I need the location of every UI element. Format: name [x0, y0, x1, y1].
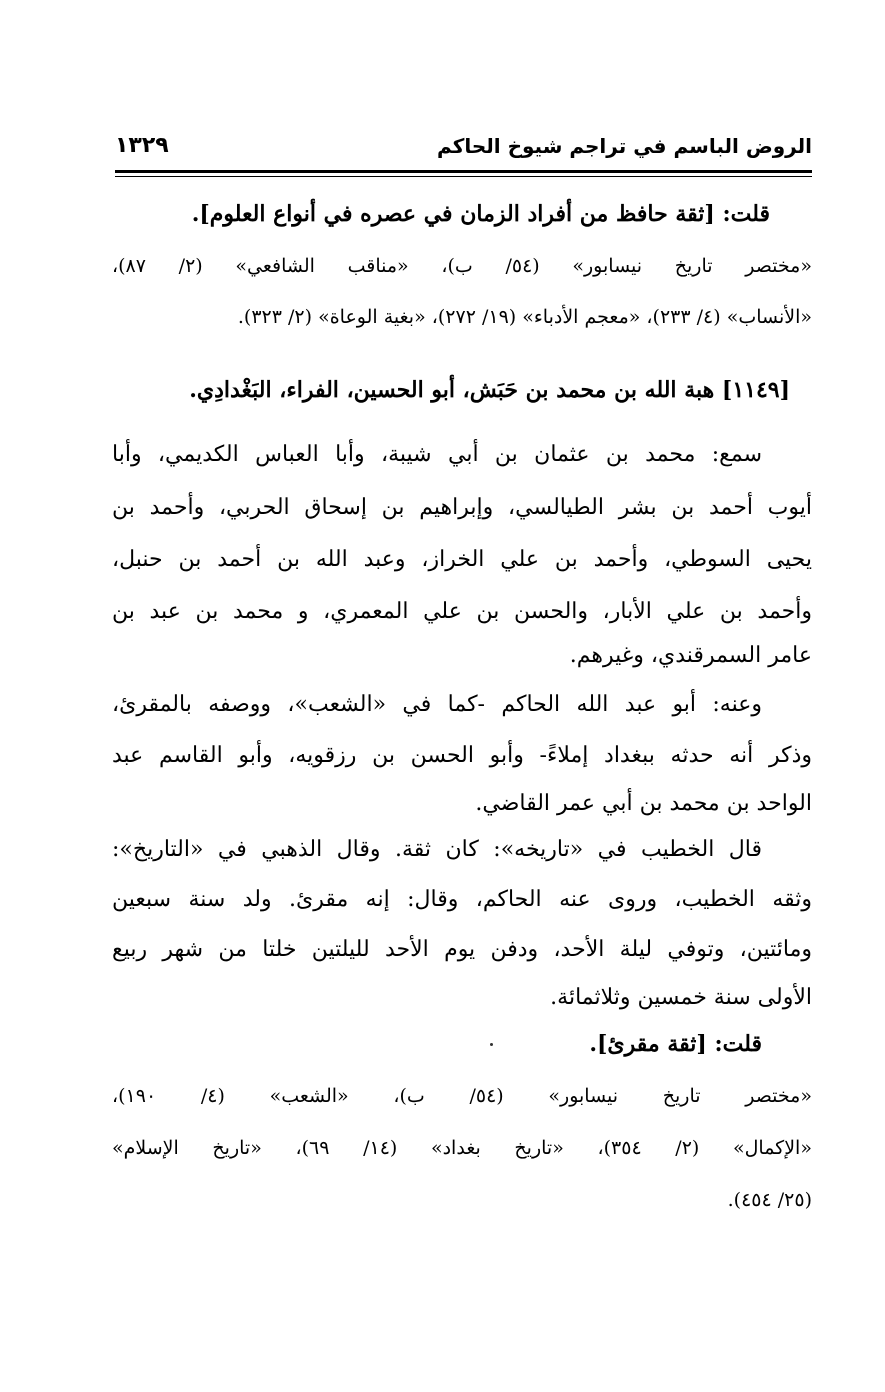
body-line: يحيى السوطي، وأحمد بن علي الخراز، وعبد الله بن أحمد بن حنبل،: [112, 547, 812, 572]
reference-line: «الإكمال» (٢/ ٣٥٤)، «تاريخ بغداد» (١٤/ ٦٩)، «تاريخ الإسلام»: [112, 1137, 812, 1159]
body-line: وذكر أنه حدثه ببغداد إملاءً- وأبو الحسن بن رزقويه، وأبو القاسم عبد: [112, 743, 812, 768]
reference-line: «مختصر تاريخ نيسابور» (٥٤/ ب)، «الشعب» (٤/ ١٩٠)،: [112, 1085, 812, 1107]
body-line: وأحمد بن علي الأبار، والحسن بن علي المعمري، و محمد بن عبد بن: [112, 599, 812, 624]
verdict-line: قلت: [ثقة مقرئ].: [589, 1031, 762, 1057]
speck: [490, 1043, 493, 1046]
body-line: الواحد بن محمد بن أبي عمر القاضي.: [475, 791, 812, 816]
body-line: وعنه: أبو عبد الله الحاكم -كما في «الشعب»، ووصفه بالمقرئ،: [112, 692, 762, 717]
reference-line: «الأنساب» (٤/ ٢٣٣)، «معجم الأدباء» (١٩/ ٢٧٢)، «بغية الوعاة» (٢/ ٣٢٣).: [237, 306, 812, 328]
body-line: قال الخطيب في «تاريخه»: كان ثقة. وقال الذهبي في «التاريخ»:: [112, 837, 762, 862]
reference-line: (٢٥/ ٤٥٤).: [727, 1189, 812, 1211]
book-title: الروض الباسم في تراجم شيوخ الحاكم: [437, 134, 812, 158]
body-line: عامر السمرقندي، وغيرهم.: [569, 643, 812, 668]
entry-heading: [١١٤٩] هبة الله بن محمد بن حَبَش، أبو الحسين، الفراء، البَغْدادِي.: [189, 377, 790, 403]
reference-line: «مختصر تاريخ نيسابور» (٥٤/ ب)، «مناقب الشافعي» (٢/ ٨٧)،: [112, 255, 812, 277]
verdict-line: قلت: [ثقة حافظ من أفراد الزمان في عصره في أنواع العلوم].: [191, 201, 770, 227]
body-line: ومائتين، وتوفي ليلة الأحد، ودفن يوم الأحد لليلتين خلتا من شهر ربيع: [112, 937, 812, 962]
header-rule-thin: [115, 176, 812, 177]
running-header: [115, 128, 812, 164]
body-line: الأولى سنة خمسين وثلاثمائة.: [550, 985, 812, 1010]
body-line: سمع: محمد بن عثمان بن أبي شيبة، وأبا العباس الكديمي، وأبا: [112, 442, 762, 467]
body-line: وثقه الخطيب، وروى عنه الحاكم، وقال: إنه مقرئ. ولد سنة سبعين: [112, 887, 812, 912]
body-line: أيوب أحمد بن بشر الطيالسي، وإبراهيم بن إسحاق الحربي، وأحمد بن: [112, 495, 812, 520]
header-rule-thick: [115, 170, 812, 173]
page-number: ١٣٢٩: [115, 133, 169, 158]
